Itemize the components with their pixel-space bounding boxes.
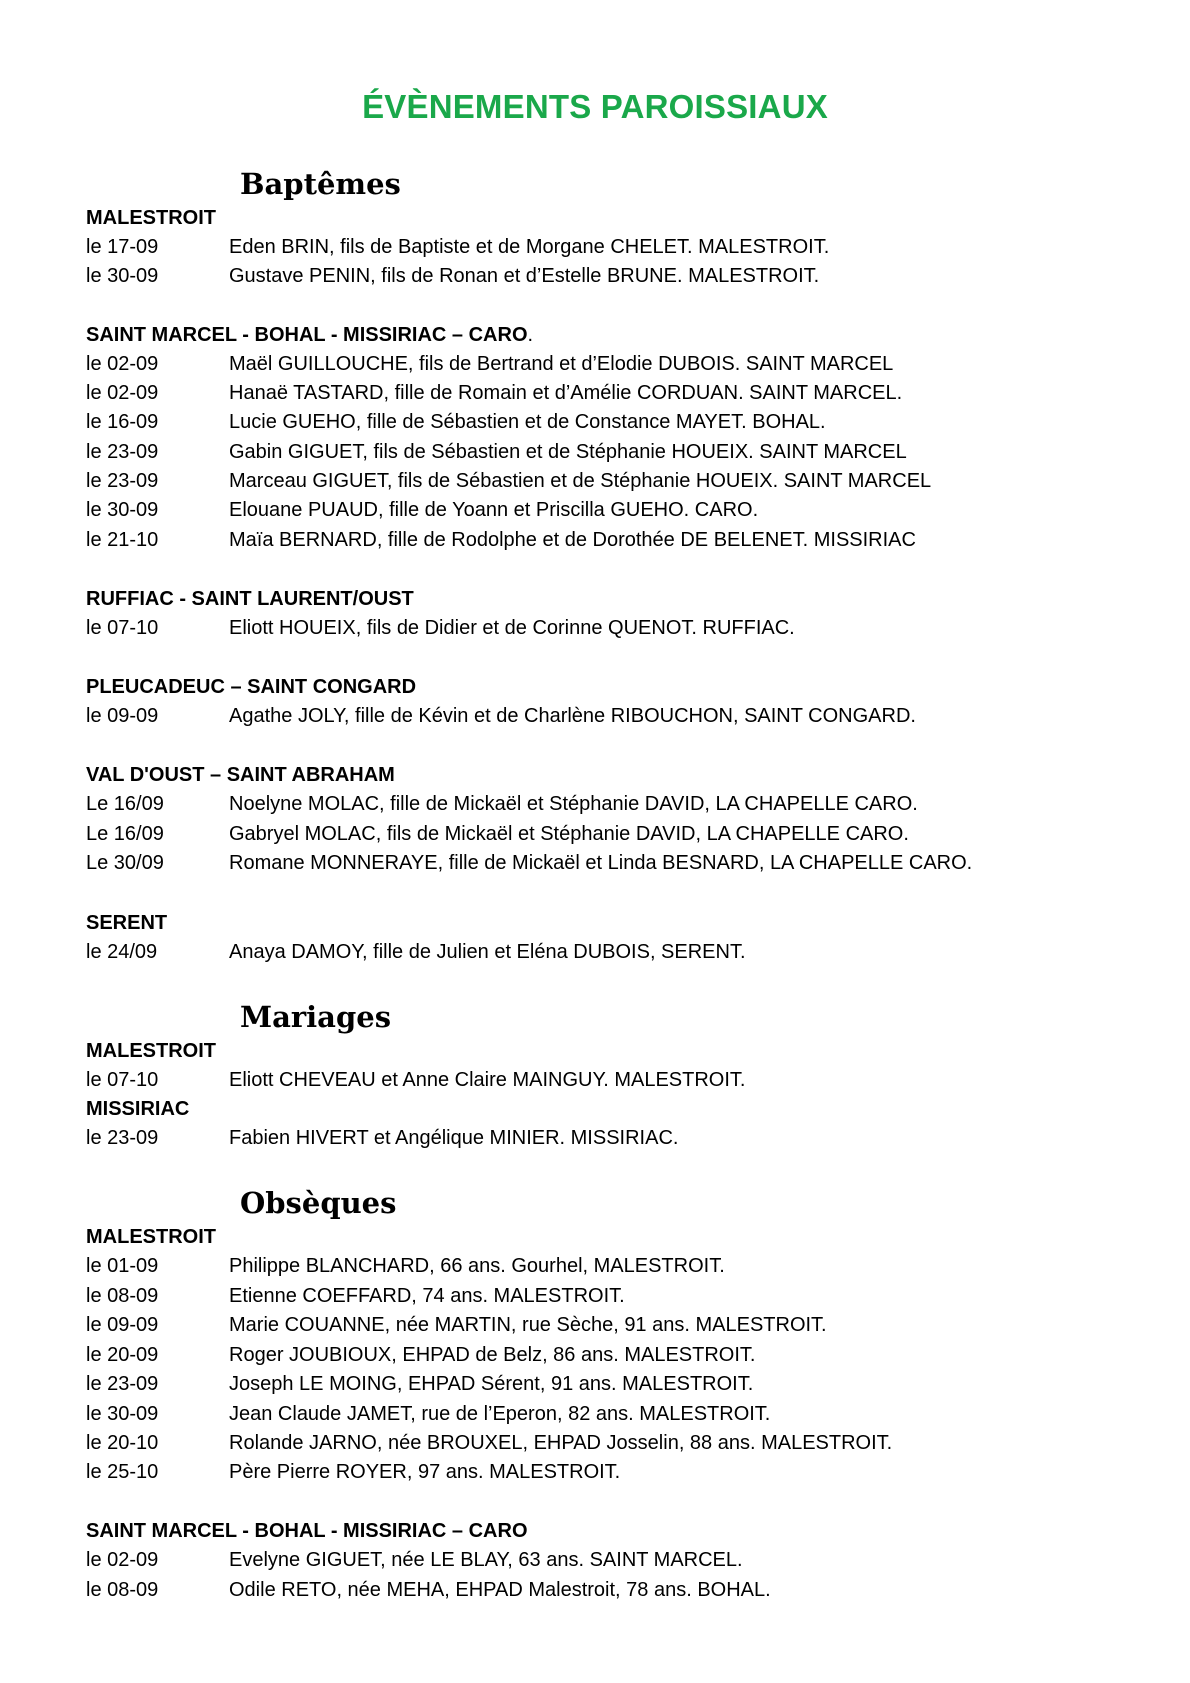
entry-text: Philippe BLANCHARD, 66 ans. Gourhel, MALESTROIT. <box>229 1255 725 1277</box>
entry-text: Noelyne MOLAC, fille de Mickaël et Stéphanie DAVID, LA CHAPELLE CARO. <box>229 793 918 815</box>
entry-date: Le 30/09 <box>86 852 164 874</box>
section-heading-obseques: Obsèques <box>240 1186 397 1220</box>
entry-date: le 23-09 <box>86 470 159 492</box>
entry-text: Romane MONNERAYE, fille de Mickaël et Linda BESNARD, LA CHAPELLE CARO. <box>229 852 973 874</box>
list-item <box>86 438 907 467</box>
group-label-pleucadeuc: PLEUCADEUC – SAINT CONGARD <box>86 676 417 698</box>
entry-text: Hanaë TASTARD, fille de Romain et d’Amélie CORDUAN. SAINT MARCEL. <box>229 382 903 404</box>
entry-date: Le 16/09 <box>86 793 164 815</box>
list-item <box>86 1400 770 1429</box>
entry-date: le 09-09 <box>86 1314 159 1336</box>
group-label-malestroit: MALESTROIT <box>86 1040 216 1062</box>
entry-date: le 20-10 <box>86 1432 159 1454</box>
list-item <box>86 1341 755 1370</box>
entry-date: le 08-09 <box>86 1285 159 1307</box>
list-item <box>86 938 746 967</box>
list-item <box>86 467 931 496</box>
entry-text: Gustave PENIN, fils de Ronan et d’Estelle BRUNE. MALESTROIT. <box>229 265 820 287</box>
group-label-text: SAINT MARCEL - BOHAL - MISSIRIAC – CARO <box>86 324 528 346</box>
entry-text: Anaya DAMOY, fille de Julien et Eléna DUBOIS, SERENT. <box>229 941 746 963</box>
entry-text: Père Pierre ROYER, 97 ans. MALESTROIT. <box>229 1461 621 1483</box>
entry-date: le 07-10 <box>86 1069 159 1091</box>
entry-text: Odile RETO, née MEHA, EHPAD Malestroit, 78 ans. BOHAL. <box>229 1579 771 1601</box>
group-label-ruffiac: RUFFIAC - SAINT LAURENT/OUST <box>86 588 414 610</box>
list-item <box>86 614 795 643</box>
entry-date: le 02-09 <box>86 1549 159 1571</box>
list-item <box>86 1311 827 1340</box>
group-label-saint-marcel <box>86 322 533 348</box>
group-label-serent: SERENT <box>86 912 168 934</box>
list-item <box>86 1066 745 1095</box>
group-label-malestroit: MALESTROIT <box>86 1226 216 1248</box>
list-item <box>86 496 758 525</box>
entry-date: le 23-09 <box>86 1373 159 1395</box>
entry-date: le 30-09 <box>86 265 159 287</box>
list-item <box>86 702 916 731</box>
list-item <box>86 820 909 849</box>
list-item <box>86 790 918 819</box>
entry-date: le 16-09 <box>86 411 159 433</box>
entry-text: Rolande JARNO, née BROUXEL, EHPAD Josselin, 88 ans. MALESTROIT. <box>229 1432 893 1454</box>
list-item <box>86 1576 771 1605</box>
section-heading-mariages: Mariages <box>240 1000 392 1034</box>
entry-text: Eliott CHEVEAU et Anne Claire MAINGUY. MALESTROIT. <box>229 1069 746 1091</box>
entry-text: Eden BRIN, fils de Baptiste et de Morgane CHELET. MALESTROIT. <box>229 236 830 258</box>
group-label-missiriac: MISSIRIAC <box>86 1098 190 1120</box>
entry-date: le 30-09 <box>86 499 159 521</box>
list-item <box>86 233 829 262</box>
list-item <box>86 350 893 379</box>
list-item <box>86 1282 625 1311</box>
entry-date: le 07-10 <box>86 617 159 639</box>
group-label-suffix: . <box>527 324 534 346</box>
list-item <box>86 1429 892 1458</box>
entry-date: le 17-09 <box>86 236 159 258</box>
entry-date: le 02-09 <box>86 382 159 404</box>
entry-date: le 01-09 <box>86 1255 159 1277</box>
group-label-malestroit: MALESTROIT <box>86 207 216 229</box>
list-item <box>86 1370 753 1399</box>
list-item <box>86 849 972 878</box>
entry-date: le 21-10 <box>86 529 159 551</box>
list-item <box>86 1252 725 1281</box>
entry-date: Le 16/09 <box>86 823 164 845</box>
entry-text: Maïa BERNARD, fille de Rodolphe et de Dorothée DE BELENET. MISSIRIAC <box>229 529 916 551</box>
entry-text: Marceau GIGUET, fils de Sébastien et de Stéphanie HOUEIX. SAINT MARCEL <box>229 470 932 492</box>
entry-date: le 25-10 <box>86 1461 159 1483</box>
list-item <box>86 526 916 555</box>
entry-date: le 20-09 <box>86 1344 159 1366</box>
group-label-val-doust: VAL D'OUST – SAINT ABRAHAM <box>86 764 395 786</box>
entry-text: Maël GUILLOUCHE, fils de Bertrand et d’Elodie DUBOIS. SAINT MARCEL <box>229 353 894 375</box>
list-item <box>86 1124 678 1153</box>
list-item <box>86 262 819 291</box>
entry-date: le 24/09 <box>86 941 158 963</box>
entry-date: le 02-09 <box>86 353 159 375</box>
page-title: ÉVÈNEMENTS PAROISSIAUX <box>362 88 828 125</box>
list-item <box>86 1546 743 1575</box>
entry-text: Eliott HOUEIX, fils de Didier et de Corinne QUENOT. RUFFIAC. <box>229 617 795 639</box>
entry-text: Evelyne GIGUET, née LE BLAY, 63 ans. SAINT MARCEL. <box>229 1549 743 1571</box>
entry-text: Gabryel MOLAC, fils de Mickaël et Stéphanie DAVID, LA CHAPELLE CARO. <box>229 823 909 845</box>
section-heading-baptemes: Baptêmes <box>240 167 401 201</box>
entry-date: le 30-09 <box>86 1403 159 1425</box>
list-item <box>86 408 826 437</box>
entry-text: Jean Claude JAMET, rue de l’Eperon, 82 ans. MALESTROIT. <box>229 1403 771 1425</box>
entry-text: Gabin GIGUET, fils de Sébastien et de Stéphanie HOUEIX. SAINT MARCEL <box>229 441 907 463</box>
entry-date: le 23-09 <box>86 1127 159 1149</box>
entry-text: Roger JOUBIOUX, EHPAD de Belz, 86 ans. MALESTROIT. <box>229 1344 756 1366</box>
entry-text: Lucie GUEHO, fille de Sébastien et de Constance MAYET. BOHAL. <box>229 411 826 433</box>
entry-text: Fabien HIVERT et Angélique MINIER. MISSIRIAC. <box>229 1127 679 1149</box>
entry-date: le 08-09 <box>86 1579 159 1601</box>
entry-text: Agathe JOLY, fille de Kévin et de Charlène RIBOUCHON, SAINT CONGARD. <box>229 705 916 727</box>
entry-text: Etienne COEFFARD, 74 ans. MALESTROIT. <box>229 1285 625 1307</box>
list-item <box>86 379 902 408</box>
entry-text: Elouane PUAUD, fille de Yoann et Priscilla GUEHO. CARO. <box>229 499 759 521</box>
entry-text: Marie COUANNE, née MARTIN, rue Sèche, 91 ans. MALESTROIT. <box>229 1314 827 1336</box>
entry-text: Joseph LE MOING, EHPAD Sérent, 91 ans. MALESTROIT. <box>229 1373 754 1395</box>
entry-date: le 23-09 <box>86 441 159 463</box>
list-item <box>86 1458 620 1487</box>
entry-date: le 09-09 <box>86 705 159 727</box>
group-label-saint-marcel: SAINT MARCEL - BOHAL - MISSIRIAC – CARO <box>86 1520 528 1542</box>
